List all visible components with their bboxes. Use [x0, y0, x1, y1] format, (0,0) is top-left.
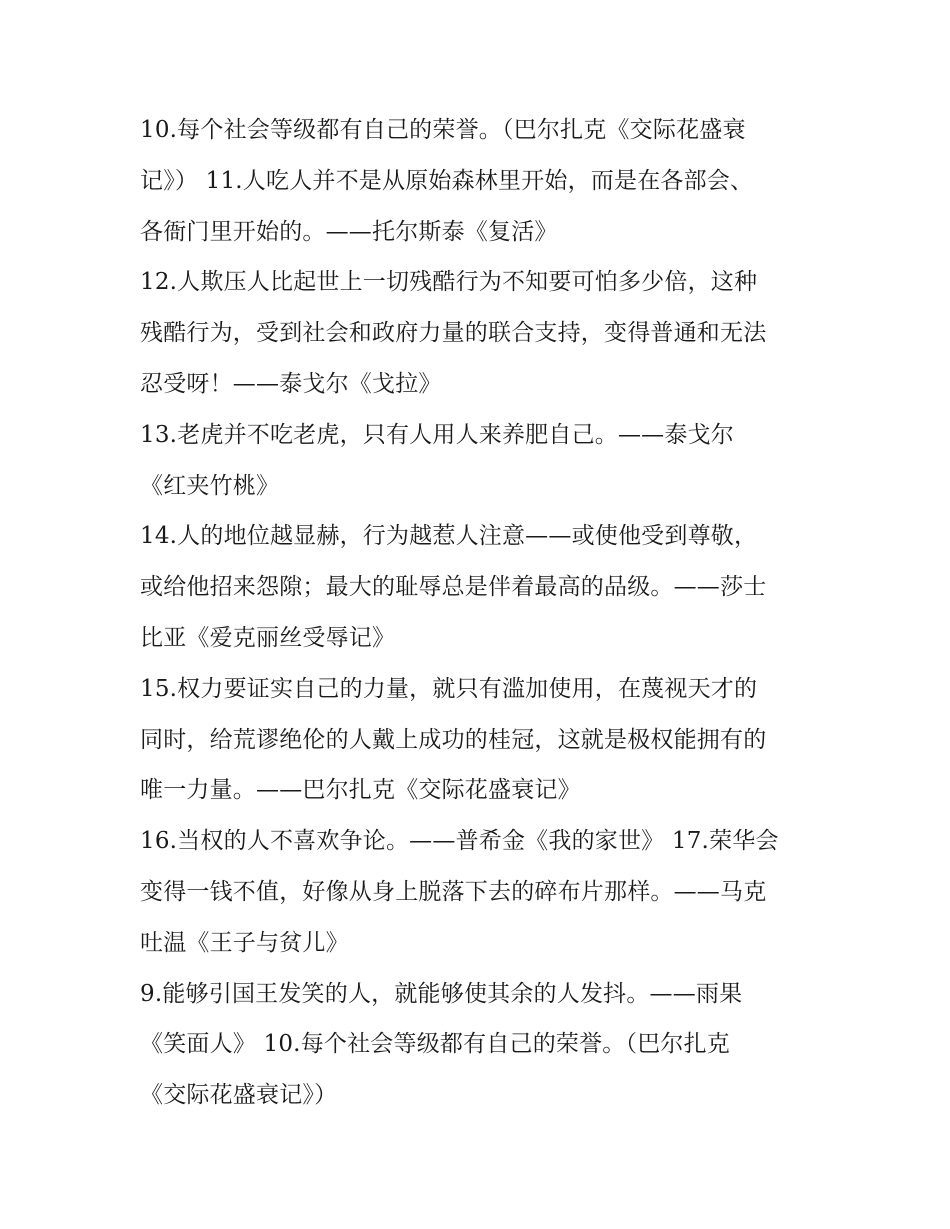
- text-line: 唯一力量。——巴尔扎克《交际花盛衰记》: [140, 777, 581, 804]
- text-line: 变得一钱不值，好像从身上脱落下去的碎布片那样。——马克: [140, 878, 767, 905]
- document-body: [140, 105, 820, 1121]
- text-line: 10.每个社会等级都有自己的荣誉。（巴尔扎克《交际花盛衰: [140, 117, 746, 143]
- text-line: 14.人的地位越显赫，行为越惹人注意——或使他受到尊敬，: [140, 523, 758, 550]
- text-line: 《笑面人》 10.每个社会等级都有自己的荣誉。（巴尔扎克: [140, 1031, 730, 1058]
- text-line: 吐温《王子与贫儿》: [140, 929, 349, 956]
- text-line: 比亚《爱克丽丝受辱记》: [140, 624, 396, 651]
- text-line: 或给他招来怨隙；最大的耻辱总是伴着最高的品级。——莎士: [140, 574, 767, 601]
- text-line: 各衙门里开始的。——托尔斯泰《复活》: [140, 218, 558, 245]
- text-line: 12.人欺压人比起世上一切残酷行为不知要可怕多少倍，这种: [140, 269, 758, 296]
- text-line: 《交际花盛衰记》）: [140, 1082, 338, 1109]
- text-line: 记》） 11.人吃人并不是从原始森林里开始，而是在各部会、: [140, 167, 754, 194]
- text-line: 忍受呀！——泰戈尔《戈拉》: [140, 370, 442, 397]
- text-line: 同时，给荒谬绝伦的人戴上成功的桂冠，这就是极权能拥有的: [140, 726, 767, 753]
- text-line: 15.权力要证实自己的力量，就只有滥加使用，在蔑视天才的: [140, 675, 758, 702]
- text-line: 9.能够引国王发笑的人，就能够使其余的人发抖。——雨果: [140, 980, 743, 1007]
- text-line: 《红夹竹桃》: [140, 472, 280, 499]
- text-line: 残酷行为，受到社会和政府力量的联合支持，变得普通和无法: [140, 320, 767, 347]
- text-line: 13.老虎并不吃老虎，只有人用人来养肥自己。——泰戈尔: [140, 421, 734, 448]
- text-line: 16.当权的人不喜欢争论。——普希金《我的家世》 17.荣华会: [140, 828, 779, 855]
